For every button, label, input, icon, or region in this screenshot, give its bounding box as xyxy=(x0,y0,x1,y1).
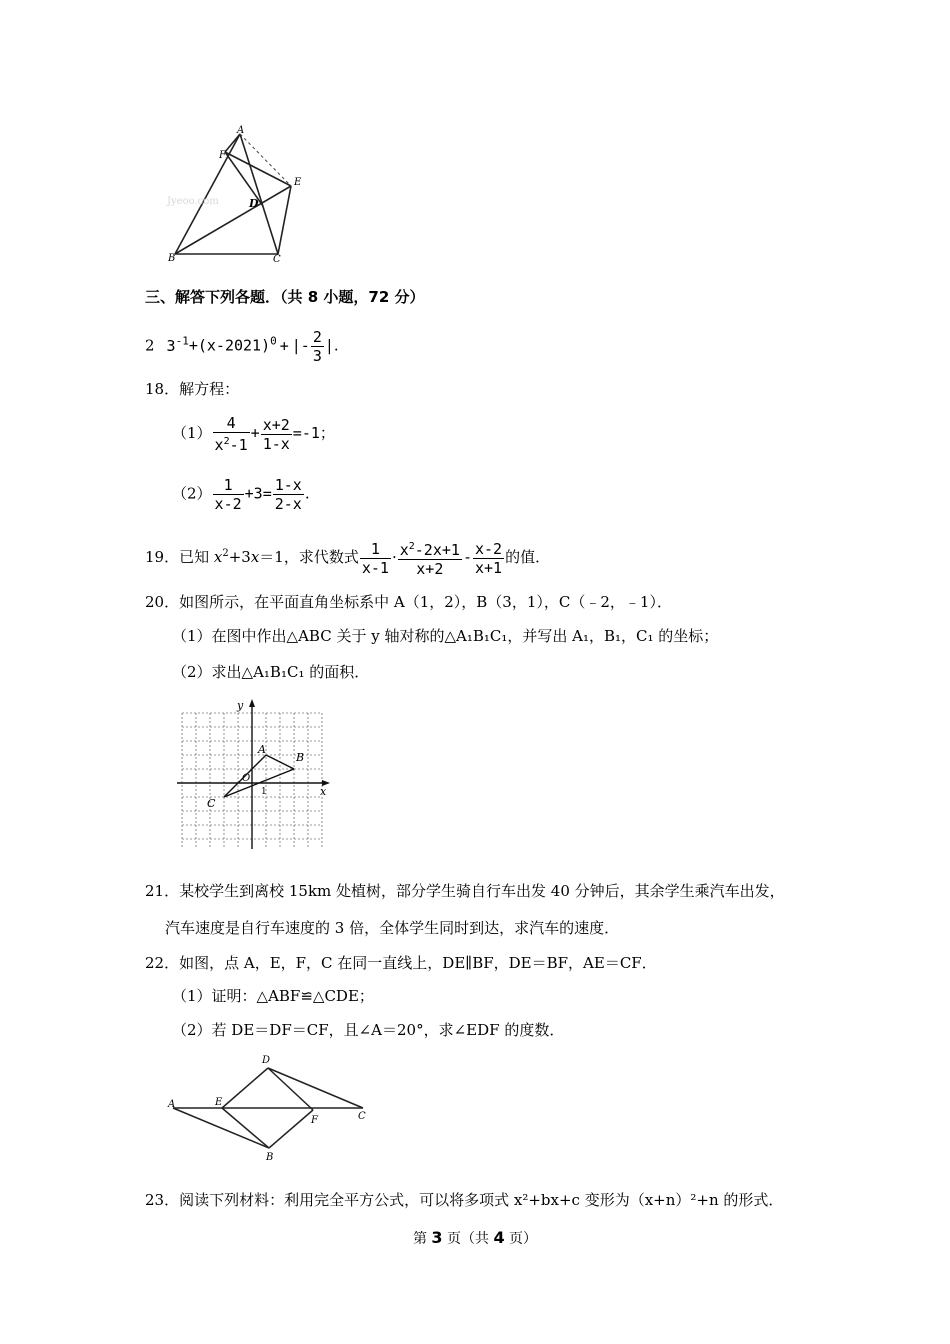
question-23-line-1: 23．阅读下列材料：利用完全平方公式，可以将多项式 x²+bx+c 变形为（x+n）²+n 的形式． xyxy=(145,1191,784,1209)
label-A: A xyxy=(168,1099,176,1110)
section-three-title: 三、解答下列各题．（共 8 小题，72 分） xyxy=(145,288,425,306)
watermark: Jyeoo.com xyxy=(167,196,219,207)
label-E: E xyxy=(294,177,302,188)
point-B-label: B xyxy=(296,751,305,764)
label-A: A xyxy=(237,125,245,136)
question-19: 19．已知 $x^2+3x=1$，求代数式 $\frac{1}{x-1}$ · $\frac{x^2-2x+1}{x+2}$ - $\frac{x-2}{x+1}$ 的值． xyxy=(145,539,551,578)
label-F: F xyxy=(219,150,226,161)
label-D: D xyxy=(262,1055,271,1066)
question-18-part-2: （2） $\frac{1}{x-2}$ +3= $\frac{1-x}{2-x}$ . xyxy=(172,476,310,513)
figure-q16 xyxy=(165,122,315,262)
point-A-label: A xyxy=(258,743,266,756)
question-20-line-2: （1）在图中作出△ABC 关于 y 轴对称的△A₁B₁C₁，并写出 A₁，B₁，C₁ 的坐标； xyxy=(172,627,719,645)
axis-x-label: x xyxy=(320,785,327,798)
label-C: C xyxy=(273,254,281,262)
question-20-line-1: 20．如图所示，在平面直角坐标系中 A（1，2），B（3，1），C（﹣2，﹣1）． xyxy=(145,593,672,611)
tick-one-label: 1 xyxy=(261,787,267,797)
question-22-line-3: （2）若 DE＝DF＝CF，且∠A＝20°，求∠EDF 的度数． xyxy=(172,1021,565,1039)
label-E: E xyxy=(215,1097,223,1108)
question-22-line-1: 22．如图，点 A，E，F，C 在同一直线上，DE∥BF，DE＝BF，AE＝CF． xyxy=(145,954,657,972)
axis-y-label: y xyxy=(237,699,244,712)
question-22-line-2: （1）证明：△ABF≌△CDE； xyxy=(172,987,374,1005)
figure-q22 xyxy=(165,1052,375,1164)
origin-label: O xyxy=(242,773,251,784)
question-21-line-2: 汽车速度是自行车速度的 3 倍，全体学生同时到达，求汽车的速度． xyxy=(165,919,620,937)
figure-q20-grid xyxy=(172,697,332,855)
question-18-part-1: （1） $\frac{4}{x^2-1}$ + $\frac{x+2}{1-x}$ =-1； xyxy=(172,414,335,454)
label-C: C xyxy=(358,1111,366,1122)
label-F: F xyxy=(311,1115,318,1126)
label-D: D xyxy=(249,197,259,210)
point-C-label: C xyxy=(207,797,216,810)
label-B: B xyxy=(168,253,176,262)
question-21-line-1: 21．某校学生到离校 15km 处植树，部分学生骑自行车出发 40 分钟后，其余学生乘汽车出发， xyxy=(145,882,785,900)
label-B: B xyxy=(266,1152,274,1163)
question-17: 2 $3^{-1}+(x-2021)^0$ + |- $\frac{2}{3}$ |. xyxy=(145,328,339,365)
page-footer: 第 3 页（共 4 页） xyxy=(412,1228,538,1247)
question-18-title: 18．解方程： xyxy=(145,380,240,398)
question-20-line-3: （2）求出△A₁B₁C₁ 的面积． xyxy=(172,663,370,681)
